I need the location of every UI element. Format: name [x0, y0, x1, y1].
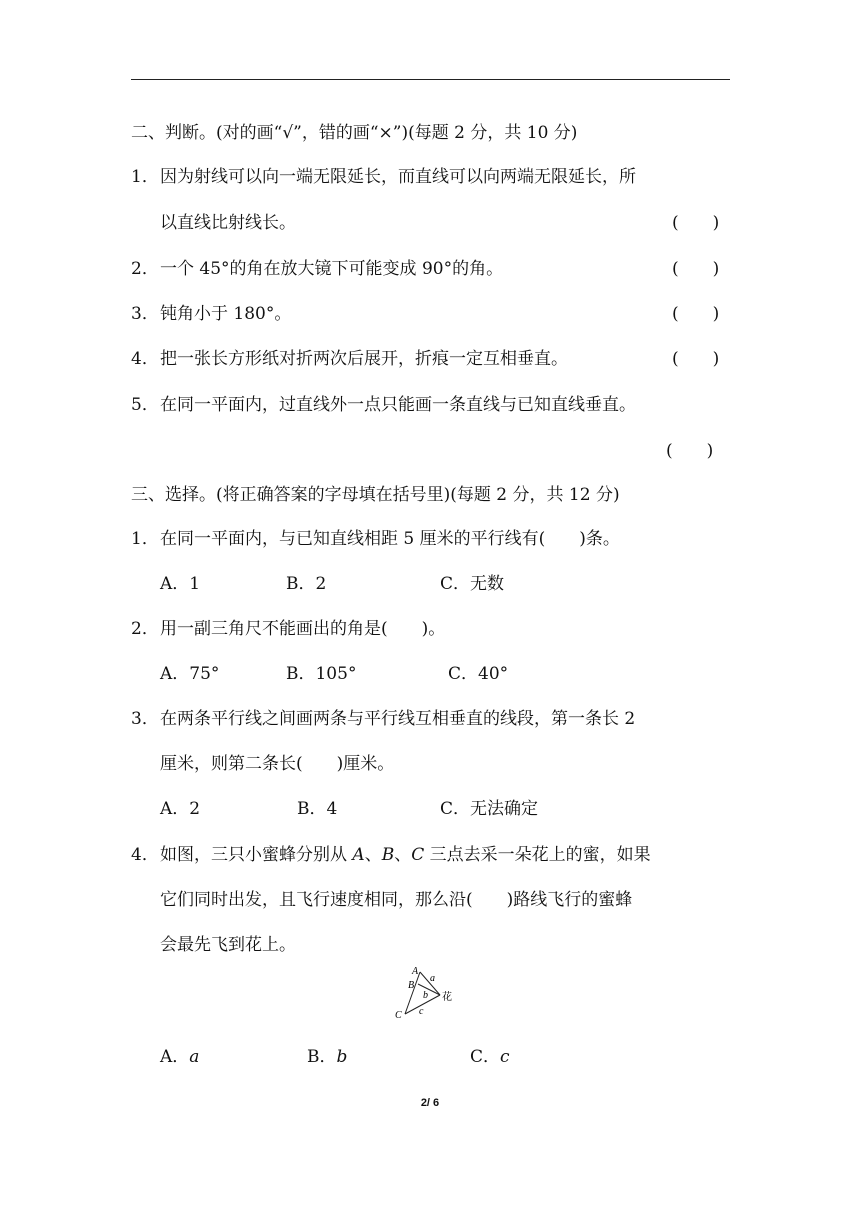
fig-point-c: C	[395, 1010, 402, 1021]
s3-q1-number: 1．	[131, 529, 159, 549]
point-a-label: A	[352, 845, 365, 865]
point-b-label: B	[381, 845, 395, 865]
option-prefix: B．	[307, 1047, 337, 1067]
s3-q4-text-post: 三点去采一朵花上的蜜，如果	[424, 845, 651, 865]
s3-q2-text: 用一副三角尺不能画出的角是( )。	[160, 619, 446, 639]
section2-heading: 二、判断。(对的画“√”，错的画“×”)(每题 2 分，共 10 分)	[131, 123, 578, 143]
s2-q1-number: 1．	[131, 167, 159, 187]
s3-q3-option-c[interactable]: C．无法确定	[440, 799, 539, 819]
abc-line	[405, 972, 420, 1014]
fig-label-a: a	[430, 973, 435, 984]
fig-flower-label: 花	[442, 992, 452, 1003]
s2-q2-answer-paren[interactable]: ( )	[672, 259, 720, 279]
fig-point-b: B	[408, 980, 415, 991]
s3-q2-number: 2．	[131, 619, 159, 639]
s3-q2-option-a[interactable]: A．75°	[160, 664, 220, 684]
s3-q3-option-a[interactable]: A．2	[160, 799, 201, 819]
s3-q1-text: 在同一平面内，与已知直线相距 5 厘米的平行线有( )条。	[160, 529, 620, 549]
path-b-line	[418, 984, 440, 995]
s2-q1-text-line2: 以直线比射线长。	[160, 213, 296, 233]
s3-q4-text-line3: 会最先飞到花上。	[160, 935, 296, 955]
s3-q4-option-c[interactable]	[470, 1042, 510, 1067]
page-number: 2/ 6	[420, 1097, 440, 1109]
s2-q3-text: 钝角小于 180°。	[160, 304, 292, 324]
s3-q4-text-pre: 如图，三只小蜜蜂分别从	[160, 845, 353, 865]
header-rule	[131, 79, 730, 80]
s3-q3-text-line2: 厘米，则第二条长( )厘米。	[160, 754, 395, 774]
separator: 、	[394, 845, 412, 865]
s2-q4-answer-paren[interactable]: ( )	[672, 349, 720, 369]
option-prefix: C．	[470, 1047, 501, 1067]
s2-q5-text: 在同一平面内，过直线外一点只能画一条直线与已知直线垂直。	[160, 395, 636, 415]
s3-q1-option-c[interactable]: C．无数	[440, 574, 505, 594]
fig-label-b: b	[423, 990, 428, 1001]
separator: 、	[364, 845, 382, 865]
s2-q3-answer-paren[interactable]: ( )	[672, 304, 720, 324]
s3-q2-option-b[interactable]: B．105°	[286, 664, 357, 684]
bee-path-figure	[392, 962, 472, 1022]
s3-q1-option-a[interactable]: A．1	[160, 574, 201, 594]
fig-label-c: c	[419, 1006, 424, 1017]
option-var: c	[500, 1047, 510, 1067]
s3-q4-text-line2: 它们同时出发，且飞行速度相同，那么沿( )路线飞行的蜜蜂	[160, 890, 633, 910]
s3-q2-option-c[interactable]: C．40°	[448, 664, 509, 684]
s2-q3-number: 3．	[131, 304, 159, 324]
option-var: b	[336, 1047, 348, 1067]
s3-q1-option-b[interactable]: B．2	[286, 574, 327, 594]
s2-q4-text: 把一张长方形纸对折两次后展开，折痕一定互相垂直。	[160, 349, 568, 369]
s2-q1-answer-paren[interactable]: ( )	[672, 213, 720, 233]
s2-q2-text: 一个 45°的角在放大镜下可能变成 90°的角。	[160, 259, 504, 279]
option-prefix: A．	[160, 1047, 190, 1067]
s3-q3-number: 3．	[131, 709, 159, 729]
s3-q3-option-b[interactable]: B．4	[297, 799, 338, 819]
s2-q5-answer-paren[interactable]: ( )	[666, 441, 714, 461]
s3-q3-text-line1: 在两条平行线之间画两条与平行线互相垂直的线段，第一条长 2	[160, 709, 636, 729]
s2-q4-number: 4．	[131, 349, 159, 369]
s3-q4-option-a[interactable]	[160, 1042, 199, 1067]
s3-q4-number: 4．	[131, 845, 159, 865]
fig-point-a: A	[412, 966, 419, 977]
s2-q5-number: 5．	[131, 395, 159, 415]
s3-q4-option-b[interactable]	[307, 1042, 347, 1067]
s2-q2-number: 2．	[131, 259, 159, 279]
point-c-label: C	[411, 845, 425, 865]
s2-q1-text-line1: 因为射线可以向一端无限延长，而直线可以向两端无限延长，所	[160, 167, 636, 187]
s3-q4-text-line1	[160, 840, 651, 865]
option-var: a	[189, 1047, 200, 1067]
section3-heading: 三、选择。(将正确答案的字母填在括号里)(每题 2 分，共 12 分)	[131, 485, 620, 505]
